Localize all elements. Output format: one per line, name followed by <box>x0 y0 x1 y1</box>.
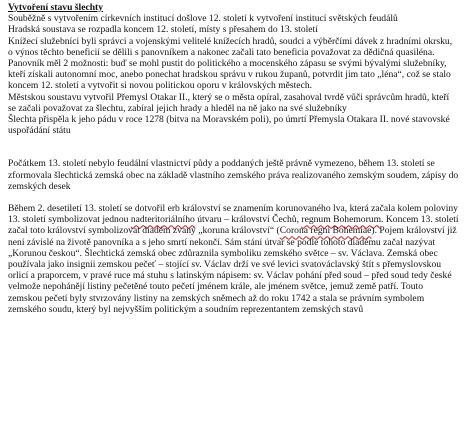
document-title: Vytvoření stavu šlechty <box>8 2 104 13</box>
paragraph: Souběžně s vytvořením církevních institucí došlove 12. století k vytvoření institucí světských feudálů <box>8 13 398 25</box>
paragraph: Šlechta přispěla k jeho pádu v roce 1278 (bitva na Moravském poli), po úmrtí Přemysla Otakara II. nové stavovské uspořádání státu <box>8 114 450 137</box>
paragraph-heraldry <box>8 203 459 315</box>
paragraph: Hradská soustava se rozpadla koncem 12. století, místy s přesahem do 13. století <box>8 24 318 36</box>
spellcheck-word: regnum Bohemorum <box>301 214 382 226</box>
paragraph: Knížecí služebníci byli správci a vojenskými velitelé knížecích hradů, soudci a výběrčími dávek z hradními okrsku, o výnos těchto beneficií se dělili s panovníkem a nakonec začali tato beneficia považovat za dědičná quasiléna. Panovník měl 2 možnosti: buď se mohl pustit do politického a mocenského zápasu se svými bývalými služebníky, kteří získali autonomní moc, anebo ponechat hradskou správu v rukou županů, potvrdit jim tato „léna“, což se stalo koncem 12. století a vytvořit si novou politickou oporu v královských městech. <box>8 35 453 92</box>
spacer <box>8 192 459 203</box>
text-run: Během 2. desetiletí 13. století se dotvořil erb království se znamením korunovaného lva, která začala kolem poloviny 13. století symbolizovat jednou <box>8 203 458 226</box>
text-run: útvaru – království Čechů, <box>194 214 302 226</box>
paragraph: Městskou soustavu vytvořil Přemysl Otakar II., který se o města opíral, zasahoval tvrdě vůči správcům hradů, kteří se začali považovat za šlechtu, zabíral jejich hrady a hleděl na ně jako na své služebníky <box>8 91 450 114</box>
paragraph: Počátkem 13. století nebylo feudální vlastnictví půdy a poddaných ještě právně vymezeno, během 13. století se zformovala šlechtická zemská obec na základě vlastního zemského práva realizovaného zemským soudem, zápisy do zemských desek <box>8 158 459 192</box>
spellcheck-word: Corona regni Bohemiae <box>279 225 372 237</box>
text-run: . Koncem 13. století začal toto království symbolizovat diadém zvaný „koruna království“ ( <box>8 214 459 237</box>
spacer <box>8 136 459 158</box>
spellcheck-word: nadteritoriálního <box>130 214 195 226</box>
text-run: ). Pojem království již není závislé na životě panovníka a s jeho smrtí nekončí. Sám stání útvar se podle tohoto diadému začal nazývat „Korunou českou“. Šlechtická zemská obec zdůraznila symboliku zemského světce – sv. Václava. Zemská obec používala jako insignii zemskou pečeť – stojící sv. Václav drží ve své levici svatováclavský štít s přemyslovskou orlicí a praporcem, v pravé ruce má stuhu s latinským nápisem: sv. Václav pohání před soud – před soud tedy české velmože nepohánějí listiny pečetěné touto pečetí jménem krále, ale jménem světce, jemuž země patří. Touto zemskou pečetí byly stvrzovány listiny na zemských sněmech až do roku 1742 a stala se právním symbolem zemského soudu, který byl nejvyšším politickým a soudním reprezentantem zemských stavů <box>8 225 457 315</box>
